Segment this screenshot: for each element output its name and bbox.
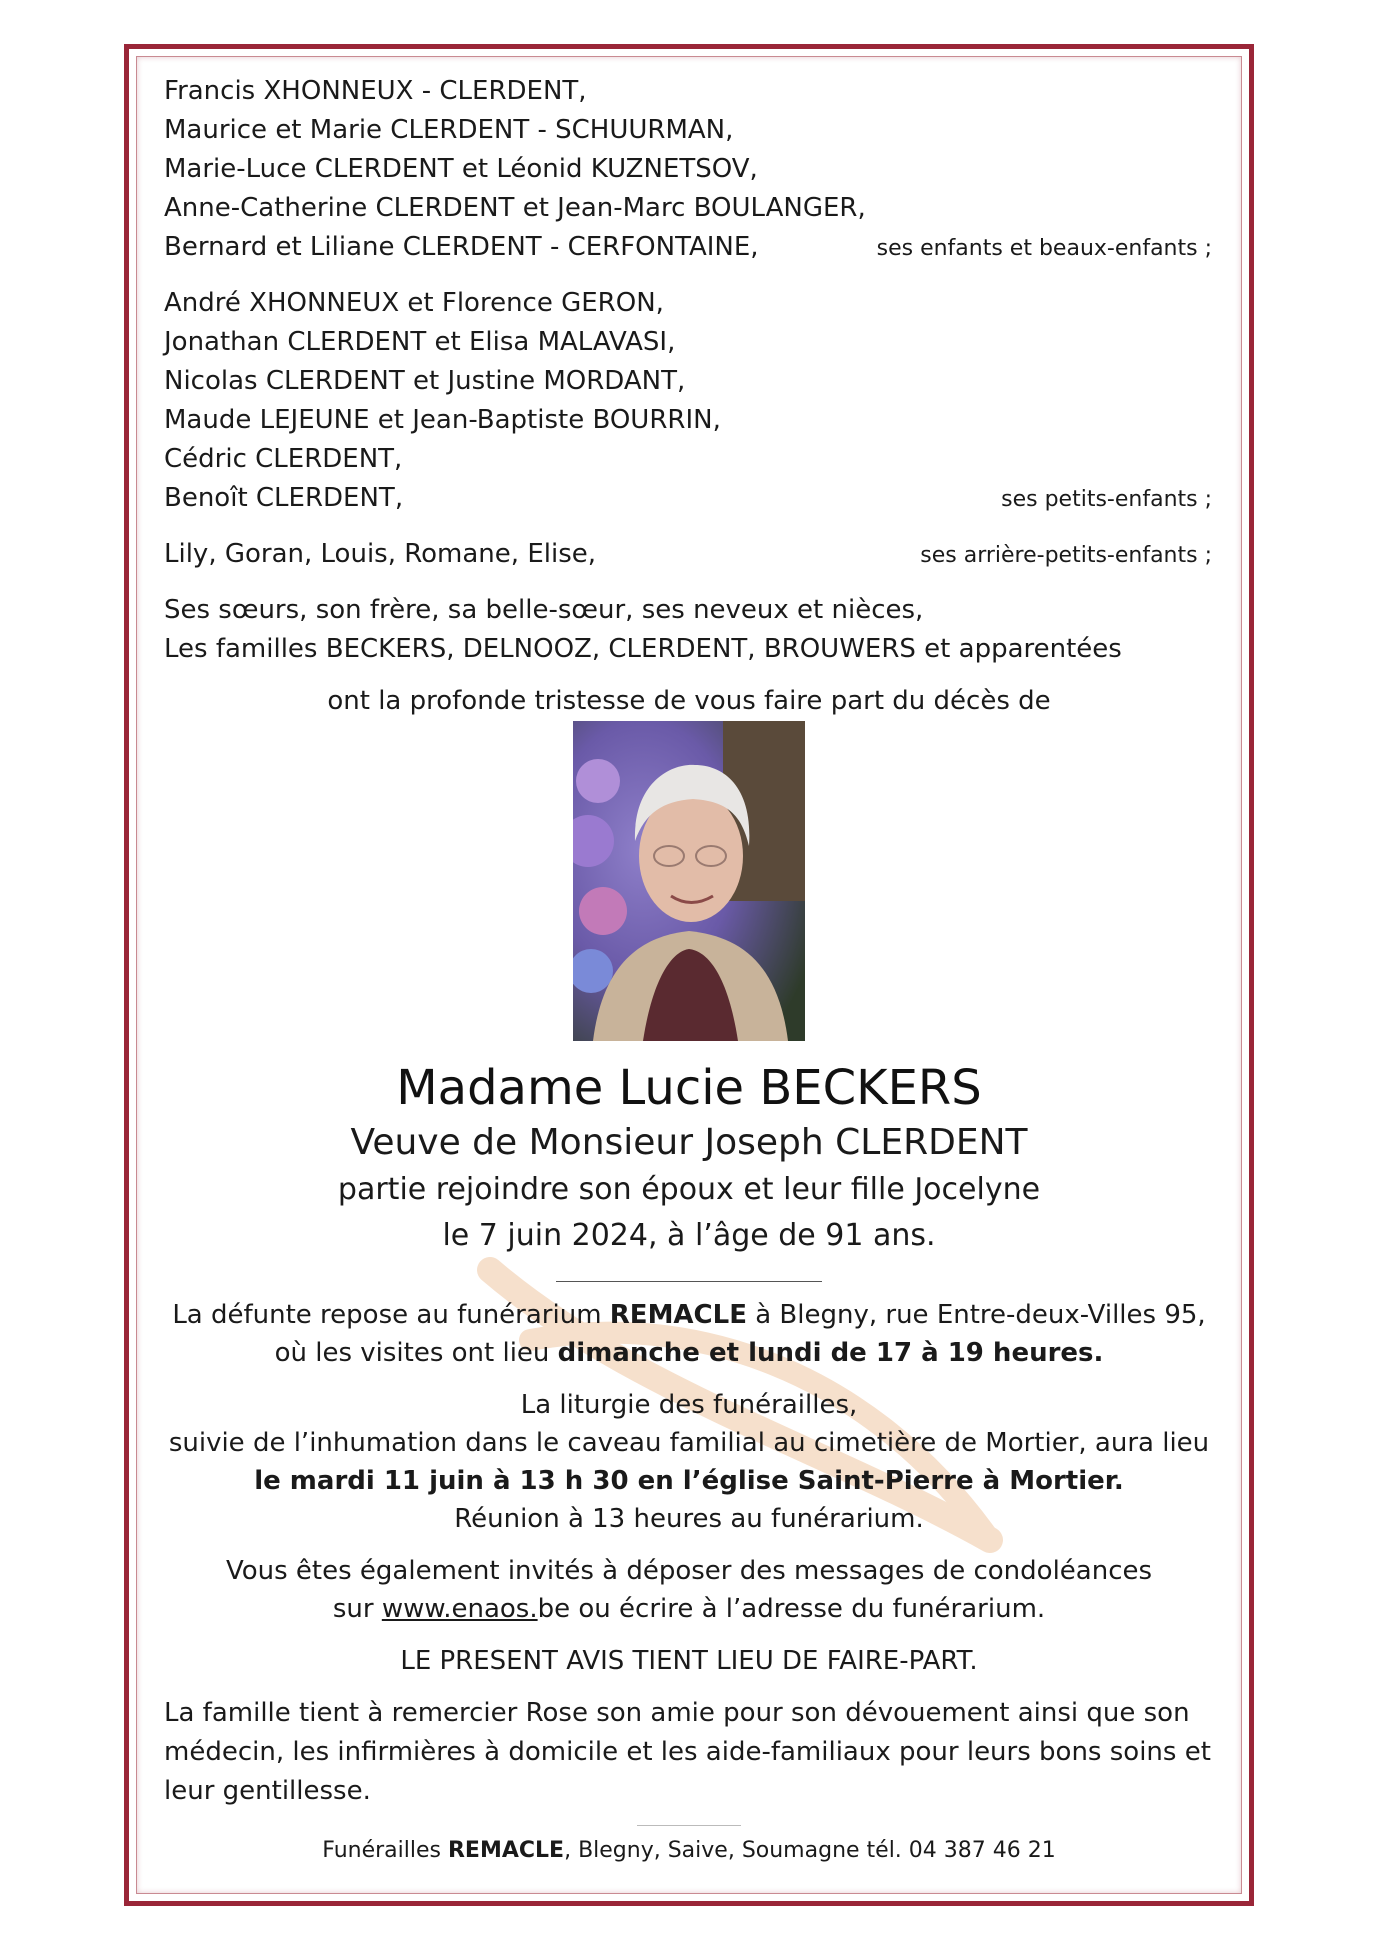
portrait-photo <box>573 721 805 1041</box>
widow-of: Veuve de Monsieur Joseph CLERDENT <box>350 1122 1028 1163</box>
visit-text: où les visites ont lieu <box>274 1338 558 1368</box>
great-grandchildren-role: ses arrière-petits-enfants ; <box>920 543 1212 568</box>
list-item: Marie-Luce CLERDENT et Léonid KUZNETSOV, <box>164 154 758 184</box>
grandchildren-role: ses petits-enfants ; <box>1001 487 1212 512</box>
footer-contact: , Blegny, Saive, Soumagne tél. 04 387 46 21 <box>564 1838 1056 1863</box>
notice-text: LE PRESENT AVIS TIENT LIEU DE FAIRE-PART. <box>400 1646 978 1676</box>
liturgy-line: suivie de l’inhumation dans le caveau familial au cimetière de Mortier, aura lieu <box>168 1428 1210 1458</box>
list-item: Lily, Goran, Louis, Romane, Elise, <box>164 539 596 569</box>
visit-text: La défunte repose au funérarium <box>172 1300 610 1330</box>
divider <box>556 1281 822 1282</box>
ceremony-datetime: le mardi 11 juin à 13 h 30 en l’église Saint-Pierre à Mortier. <box>254 1466 1124 1496</box>
others-block <box>164 591 1214 669</box>
list-item: Ses sœurs, son frère, sa belle-sœur, ses neveux et nièces, <box>164 595 924 625</box>
visit-address: à Blegny, rue Entre-deux-Villes 95, <box>746 1300 1206 1330</box>
intro-text: ont la profonde tristesse de vous faire part du décès de <box>327 686 1051 716</box>
visit-info <box>164 1296 1214 1372</box>
footer-divider <box>637 1825 741 1826</box>
list-item: Maude LEJEUNE et Jean-Baptiste BOURRIN, <box>164 405 721 435</box>
list-item: Jonathan CLERDENT et Elisa MALAVASI, <box>164 327 676 357</box>
list-item: Anne-Catherine CLERDENT et Jean-Marc BOULANGER, <box>164 193 866 223</box>
grandchildren-block <box>164 284 1214 519</box>
footer-brand: REMACLE <box>447 1838 565 1863</box>
liturgy-line: La liturgie des funérailles, <box>520 1390 858 1420</box>
list-item: Cédric CLERDENT, <box>164 444 403 474</box>
visit-hours: dimanche et lundi de 17 à 19 heures. <box>557 1338 1104 1368</box>
rejoined-text: partie rejoindre son époux et leur fille Jocelyne <box>337 1172 1041 1207</box>
list-item: Maurice et Marie CLERDENT - SCHUURMAN, <box>164 115 734 145</box>
list-item: Francis XHONNEUX - CLERDENT, <box>164 76 587 106</box>
enaos-link[interactable]: www.enaos. <box>381 1594 538 1624</box>
notice-content <box>164 72 1214 1866</box>
list-item: André XHONNEUX et Florence GERON, <box>164 288 664 318</box>
condolences-text: be ou écrire à l’adresse du funérarium. <box>537 1594 1046 1624</box>
list-item: Les familles BECKERS, DELNOOZ, CLERDENT, BROUWERS et apparentées <box>164 634 1122 664</box>
liturgy-line: Réunion à 13 heures au funérarium. <box>454 1504 924 1534</box>
condolences-info <box>164 1552 1214 1628</box>
condolences-text: sur <box>332 1594 382 1624</box>
date-age: le 7 juin 2024, à l’âge de 91 ans. <box>442 1218 936 1253</box>
great-grandchildren-block <box>164 535 1214 575</box>
children-block <box>164 72 1214 268</box>
list-item: Nicolas CLERDENT et Justine MORDANT, <box>164 366 686 396</box>
footer-text: Funérailles <box>322 1838 448 1863</box>
list-item: Bernard et Liliane CLERDENT - CERFONTAINE, <box>164 232 759 262</box>
funerarium-name: REMACLE <box>609 1300 747 1330</box>
footer <box>164 1836 1214 1866</box>
children-role: ses enfants et beaux-enfants ; <box>876 236 1212 261</box>
condolences-line: Vous êtes également invités à déposer des messages de condoléances <box>225 1556 1153 1586</box>
list-item: Benoît CLERDENT, <box>164 483 404 513</box>
deceased-name: Madame Lucie BECKERS <box>396 1060 982 1116</box>
liturgy-info <box>164 1386 1214 1538</box>
thanks-paragraph: La famille tient à remercier Rose son amie pour son dévouement ainsi que son médecin, les infirmières à domicile et les aide-familiaux pour leurs bons soins et leur gentillesse. <box>164 1698 1211 1806</box>
